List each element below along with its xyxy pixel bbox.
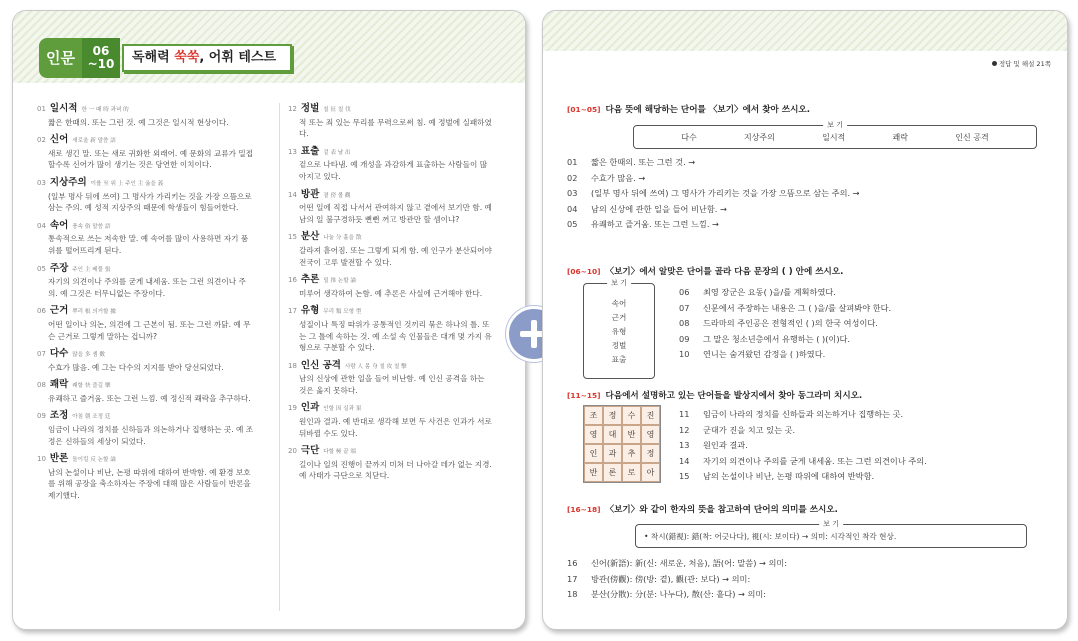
vocab-entry bbox=[288, 445, 494, 482]
question-row bbox=[679, 285, 891, 301]
vocab-entry bbox=[37, 134, 255, 171]
vocab-entry bbox=[288, 305, 494, 353]
section-title-text: 다음에서 설명하고 있는 단어들을 발상지에서 찾아 동그라미 치시오. bbox=[605, 391, 863, 401]
question-row bbox=[679, 423, 927, 439]
entry-number: 07 bbox=[37, 350, 46, 359]
vocab-entry bbox=[37, 453, 255, 501]
question-row bbox=[567, 217, 1053, 233]
grid-cell: 과 bbox=[603, 444, 622, 463]
vocab-word: 주장 bbox=[49, 262, 69, 274]
vocab-word: 신어 bbox=[49, 134, 69, 146]
grid-cell: 수 bbox=[622, 406, 641, 425]
vocab-hanja: 돌이킬 反 논할 論 bbox=[72, 457, 116, 464]
question-text: 짧은 한때의. 또는 그런 것. → bbox=[591, 157, 696, 167]
question-number: 07 bbox=[679, 302, 690, 313]
question-text: 드라마의 주인공은 전형적인 ( )의 한국 여성이다. bbox=[703, 318, 878, 328]
question-row bbox=[679, 469, 927, 485]
question-list bbox=[679, 285, 891, 363]
entry-number: 05 bbox=[37, 264, 46, 273]
bogi-word: 속어 bbox=[611, 298, 627, 308]
vocab-entry bbox=[37, 220, 255, 257]
bogi-box bbox=[635, 520, 1027, 548]
entry-number: 16 bbox=[288, 276, 297, 285]
unit-bottom: ~10 bbox=[87, 57, 115, 71]
category-label: 인문 bbox=[39, 38, 82, 78]
bogi-word: 일시적 bbox=[822, 132, 846, 142]
question-text: 원인과 결과. bbox=[703, 440, 748, 450]
vocab-hanja: 많을 多 셈 數 bbox=[72, 352, 106, 359]
question-number: 12 bbox=[679, 424, 690, 435]
vocab-word: 극단 bbox=[300, 445, 320, 457]
section-title-text: 다음 뜻에 해당하는 단어를 〈보기〉에서 찾아 쓰시오. bbox=[605, 105, 810, 115]
entry-number: 15 bbox=[288, 233, 297, 242]
question-row bbox=[567, 155, 1053, 171]
vocab-word: 지상주의 bbox=[49, 176, 87, 188]
section-range: [16~18] bbox=[567, 505, 601, 514]
entry-number: 01 bbox=[37, 105, 46, 113]
entry-number: 18 bbox=[288, 361, 297, 370]
question-number: 06 bbox=[679, 287, 690, 297]
question-number: 01 bbox=[567, 157, 578, 167]
entry-number: 10 bbox=[37, 455, 46, 464]
vocab-definition: 남의 논설이나 비난, 논평 따위에 대하여 반박함. 예 환경 보호를 위해 공장을 축소하자는 주장에 대해 많은 사람들이 반론을 제기했다. bbox=[48, 467, 251, 501]
vocab-definition: 성질이나 특징 따위가 공통적인 것끼리 묶은 하나의 틀. 또는 그 틀에 속하는 것. 예 소설 속 인물들은 대개 몇 가지 유형으로 구분할 수 있다. bbox=[299, 319, 492, 353]
entry-number: 02 bbox=[37, 136, 46, 145]
section-range: [11~15] bbox=[567, 391, 601, 400]
grid-cell: 조 bbox=[584, 406, 603, 425]
vocab-entry bbox=[37, 410, 255, 447]
question-number: 15 bbox=[679, 471, 690, 481]
question-row bbox=[679, 438, 927, 454]
question-number: 17 bbox=[567, 573, 578, 584]
answer-reference bbox=[992, 59, 1051, 68]
grid-cell: 정 bbox=[603, 406, 622, 425]
entry-number: 08 bbox=[37, 381, 46, 390]
question-number: 03 bbox=[567, 188, 578, 198]
vocab-column-b bbox=[279, 103, 494, 611]
entry-number: 13 bbox=[288, 147, 297, 156]
vocab-head bbox=[288, 305, 494, 319]
vocab-definition: 새로 생긴 말. 또는 새로 귀화한 외래어. 예 문화의 교류가 밀접할수록 신어가 많이 생기는 것은 당연한 이치이다. bbox=[48, 148, 254, 170]
question-row bbox=[567, 202, 1053, 218]
question-number: 08 bbox=[679, 318, 690, 328]
section-title bbox=[567, 103, 1053, 115]
vocab-head bbox=[288, 231, 494, 245]
vocab-definition: 어떤 일에 직접 나서서 관여하지 않고 곁에서 보기만 함. 예 남의 일 불구경하듯 뻔뻔 꺼고 방관만 할 셈이냐? bbox=[299, 203, 492, 224]
unit-number bbox=[82, 38, 120, 78]
question-number: 16 bbox=[567, 558, 578, 568]
question-text: 남의 논설이나 비난, 논평 따위에 대하여 반박함. bbox=[703, 471, 875, 481]
unit-top: 06 bbox=[92, 44, 110, 58]
vocab-definition: 임금이 나라의 정치를 신하들과 의논하거나 집행하는 곳. 예 조정은 신하들의 세상이 되었다. bbox=[48, 425, 254, 446]
vocab-hanja: 쾌할 快 즐길 樂 bbox=[72, 383, 111, 390]
question-number: 05 bbox=[567, 219, 578, 229]
vocab-hanja: 뿌리 根 의거할 據 bbox=[72, 309, 116, 316]
grid-cell: 인 bbox=[584, 444, 603, 463]
title-accent: 쑥쑥 bbox=[174, 50, 200, 65]
vocab-word: 인신 공격 bbox=[300, 359, 341, 371]
question-row bbox=[679, 407, 927, 423]
bullet-icon bbox=[992, 61, 997, 66]
vocab-word: 유형 bbox=[300, 305, 320, 317]
question-list bbox=[679, 407, 927, 485]
title-prefix: 독해력 bbox=[131, 50, 175, 65]
grid-cell: 반 bbox=[584, 463, 603, 482]
vocab-head bbox=[37, 220, 255, 234]
vocab-definition: 자기의 의견이나 주의를 굳게 내세움. 또는 그런 의견이나 주의. 예 그것은 터무니없는 주장이다. bbox=[48, 277, 246, 298]
vocab-head bbox=[288, 103, 494, 117]
vocab-entry bbox=[288, 402, 494, 439]
vocab-word: 속어 bbox=[49, 219, 69, 231]
section-16-18 bbox=[567, 503, 1053, 603]
vocab-hanja: 곁 傍 볼 觀 bbox=[323, 192, 351, 199]
question-row bbox=[679, 316, 891, 332]
vocab-definition: 갈라져 흩어짐. 또는 그렇게 되게 함. 예 인구가 분산되어야 전국이 고루 발전할 수 있다. bbox=[299, 245, 492, 267]
section-range: [06~10] bbox=[567, 267, 601, 276]
vocab-hanja: 한 一 때 時 과녁 的 bbox=[81, 107, 129, 113]
vocab-entry bbox=[37, 103, 255, 128]
vocab-entry bbox=[37, 263, 255, 300]
section-title-text: 〈보기〉와 같이 한자의 뜻을 참고하여 단어의 의미를 쓰시오. bbox=[605, 505, 838, 515]
bogi-word: 근거 bbox=[611, 312, 627, 322]
bogi-box bbox=[583, 279, 655, 379]
question-text: 남의 신상에 관한 일을 들어 비난함. → bbox=[591, 203, 727, 214]
vocab-definition: 유쾌하고 즐거움. 또는 그런 느낌. 예 정신적 쾌락을 추구하다. bbox=[48, 393, 251, 403]
section-01-05 bbox=[567, 103, 1053, 233]
entry-number: 17 bbox=[288, 307, 297, 316]
entry-number: 03 bbox=[37, 178, 46, 187]
question-number: 02 bbox=[567, 172, 578, 183]
vocab-head bbox=[37, 103, 255, 117]
question-number: 18 bbox=[567, 589, 578, 599]
vocab-definition: (일부 명사 뒤에 쓰여) 그 명사가 가리키는 것을 가장 으뜸으로 삼는 주의. 예 성적 지상주의 때문에 학생들이 힘들어한다. bbox=[48, 191, 252, 213]
vocab-word: 반론 bbox=[49, 453, 69, 465]
question-text: 분산(分散): 分(분: 나누다), 散(산: 흩다) → 의미: bbox=[591, 589, 767, 599]
question-text: 자기의 의견이나 주의를 굳게 내세움. 또는 그런 의견이나 주의. bbox=[703, 455, 927, 466]
bogi-word: 정벌 bbox=[611, 340, 627, 350]
vocab-hanja: 밀 推 논할 論 bbox=[323, 278, 357, 285]
question-text: 그 말은 청소년층에서 유행하는 ( )(이)다. bbox=[703, 333, 851, 344]
bogi-word: 지상주의 bbox=[743, 132, 775, 142]
vocab-word: 일시적 bbox=[49, 103, 78, 114]
vocab-hanja: 아침 朝 조정 廷 bbox=[72, 414, 111, 421]
entry-number: 12 bbox=[288, 105, 297, 113]
left-page bbox=[12, 10, 526, 630]
vocab-hanja: 겉 表 날 出 bbox=[323, 149, 351, 156]
section-title bbox=[567, 389, 1053, 401]
vocab-head bbox=[288, 360, 494, 374]
question-text: 군대가 진을 치고 있는 곳. bbox=[703, 424, 796, 435]
vocab-hanja: 다할 極 끝 端 bbox=[323, 449, 357, 456]
bogi-box bbox=[633, 121, 1037, 149]
grid-cell: 진 bbox=[641, 406, 660, 425]
bogi-label: 보 기 bbox=[607, 278, 631, 288]
vocab-hanja: 새로울 新 말씀 語 bbox=[72, 138, 116, 145]
question-number: 11 bbox=[679, 409, 690, 419]
question-number: 09 bbox=[679, 333, 690, 344]
section-title-text: 〈보기〉에서 알맞은 단어를 골라 다음 문장의 ( ) 안에 쓰시오. bbox=[605, 267, 844, 277]
question-row bbox=[567, 572, 1053, 588]
vocab-head bbox=[37, 348, 255, 362]
vocab-hanja: 사람 人 몸 身 칠 攻 칠 擊 bbox=[344, 363, 407, 370]
question-text: 신문에서 주장하는 내용은 그 ( )을/를 살펴봐야 한다. bbox=[703, 302, 892, 313]
vocab-entry bbox=[288, 103, 494, 140]
question-text: 수효가 많음. → bbox=[591, 172, 646, 183]
grid-cell: 로 bbox=[622, 463, 641, 482]
vocab-word: 다수 bbox=[49, 348, 69, 360]
section-06-10 bbox=[567, 265, 1053, 364]
vocab-definition: 미루어 생각하여 논함. 예 추론은 사실에 근거해야 한다. bbox=[299, 288, 483, 298]
question-text: 연니는 숨겨왔던 감정을 ( )하였다. bbox=[703, 349, 826, 359]
bogi-word: 쾌락 bbox=[892, 132, 908, 142]
vocab-head bbox=[37, 453, 255, 467]
question-row bbox=[567, 587, 1053, 603]
question-row bbox=[567, 171, 1053, 187]
vocab-hanja: 이를 至 위 上 주인 主 옳을 義 bbox=[90, 180, 164, 187]
vocab-head bbox=[288, 274, 494, 288]
question-row bbox=[679, 454, 927, 470]
entry-number: 20 bbox=[288, 447, 297, 456]
vocab-word: 분산 bbox=[300, 231, 320, 243]
question-row bbox=[567, 556, 1053, 572]
vocab-hanja: 인할 因 실과 果 bbox=[323, 406, 362, 413]
letter-grid bbox=[583, 405, 661, 483]
bogi-example: • 착시(錯視): 錯(착: 어긋나다), 視(시: 보이다) → 의미: 시각적인 착각 현상. bbox=[644, 531, 897, 541]
vocab-word: 근거 bbox=[49, 305, 69, 317]
bogi-word: 유형 bbox=[611, 326, 627, 336]
vocab-word: 인과 bbox=[300, 402, 320, 414]
vocab-word: 방관 bbox=[300, 188, 320, 200]
vocab-head bbox=[37, 379, 255, 393]
grid-cell: 정 bbox=[641, 444, 660, 463]
vocab-head bbox=[288, 189, 494, 203]
vocab-word: 조정 bbox=[49, 410, 69, 422]
vocab-word: 추론 bbox=[300, 274, 320, 286]
vocab-word: 표출 bbox=[300, 145, 320, 157]
question-text: 방관(傍觀): 傍(방: 곁), 觀(관: 보다) → 의미: bbox=[591, 573, 751, 584]
entry-number: 19 bbox=[288, 404, 297, 413]
vocab-head bbox=[37, 305, 255, 319]
vocab-word: 쾌락 bbox=[49, 379, 69, 391]
entry-number: 06 bbox=[37, 307, 46, 316]
vocab-head bbox=[288, 402, 494, 416]
answer-reference-text: 정답 및 해설 21쪽 bbox=[998, 60, 1051, 68]
vocab-definition: 통속적으로 쓰는 저속한 말. 예 속어를 많이 사용하면 자기 품위를 떨어뜨리게 된다. bbox=[48, 234, 249, 255]
question-list bbox=[567, 556, 1053, 603]
vocab-hanja: 풍속 俗 말씀 語 bbox=[72, 223, 111, 230]
vocab-definition: 길이나 일의 진행이 끝까지 미쳐 더 나아갈 데가 없는 지경. 예 사태가 극단으로 치닫다. bbox=[299, 459, 492, 481]
entry-number: 09 bbox=[37, 412, 46, 421]
question-number: 13 bbox=[679, 440, 690, 450]
bogi-word: 다수 bbox=[681, 132, 697, 142]
vocab-entry bbox=[37, 348, 255, 373]
vocab-column-a bbox=[37, 103, 255, 508]
entry-number: 04 bbox=[37, 221, 46, 230]
bogi-word: 인신 공격 bbox=[955, 132, 989, 142]
grid-cell: 론 bbox=[603, 463, 622, 482]
grid-cell: 영 bbox=[641, 425, 660, 444]
vocab-definition: 원인과 결과. 예 반대로 생각해 보면 두 사건은 인과가 서로 뒤바뀔 수도 있다. bbox=[299, 417, 492, 438]
entry-number: 14 bbox=[288, 190, 297, 199]
page-title bbox=[122, 44, 292, 72]
vocab-entry bbox=[288, 231, 494, 268]
vocab-entry bbox=[288, 189, 494, 226]
vocab-head bbox=[37, 177, 255, 191]
vocab-hanja: 칠 征 칠 伐 bbox=[323, 107, 351, 113]
vocab-head bbox=[37, 263, 255, 277]
question-row bbox=[679, 301, 891, 317]
question-number: 10 bbox=[679, 349, 690, 359]
vocab-definition: 어떤 일이나 의논, 의견에 그 근본이 됨. 또는 그런 까닭. 예 무슨 근거로 그렇게 말하는 겁니까? bbox=[48, 319, 251, 341]
vocab-hanja: 주인 主 베풀 張 bbox=[72, 266, 111, 273]
question-text: 신어(新語): 新(신: 새로운, 처음), 語(어: 말씀) → 의미: bbox=[591, 558, 788, 568]
question-text: 임금이 나라의 정치를 신하들과 의논하거나 집행하는 곳. bbox=[703, 409, 904, 419]
right-page bbox=[542, 10, 1068, 630]
header-hatch-right bbox=[543, 11, 1067, 51]
question-text: 최영 장군은 요동( )을/를 계획하였다. bbox=[703, 287, 836, 297]
vocab-entry bbox=[37, 379, 255, 404]
grid-cell: 영 bbox=[584, 425, 603, 444]
vocab-definition: 수효가 많음. 예 그는 다수의 지지를 받아 당선되었다. bbox=[48, 362, 224, 372]
section-11-15 bbox=[567, 389, 1053, 481]
question-row bbox=[679, 332, 891, 348]
vocab-head bbox=[288, 445, 494, 459]
vocab-definition: 남의 신상에 관한 일을 들어 비난함. 예 인신 공격을 하는 것은 옳지 못하다. bbox=[299, 374, 485, 395]
vocab-head bbox=[288, 146, 494, 160]
grid-cell: 반 bbox=[622, 425, 641, 444]
section-title bbox=[567, 265, 1053, 277]
vocab-entry bbox=[37, 177, 255, 214]
vocab-definition: 겉으로 나타냄. 예 개성을 과감하게 표출하는 사람들이 많아지고 있다. bbox=[299, 160, 488, 181]
grid-cell: 대 bbox=[603, 425, 622, 444]
grid-cell: 아 bbox=[641, 463, 660, 482]
vocab-hanja: 나눌 分 흩을 散 bbox=[323, 235, 362, 242]
unit-badge bbox=[39, 38, 292, 78]
vocab-head bbox=[37, 134, 255, 148]
vocab-definition: 짧은 한때의. 또는 그런 것. 예 그것은 일시적 현상이다. bbox=[48, 117, 229, 127]
grid-cell: 추 bbox=[622, 444, 641, 463]
question-row bbox=[679, 347, 891, 363]
vocab-hanja: 무리 類 모형 型 bbox=[323, 309, 362, 316]
vocab-head bbox=[37, 410, 255, 424]
vocab-entry bbox=[288, 146, 494, 183]
question-row bbox=[567, 186, 1053, 202]
bogi-label: 보 기 bbox=[823, 120, 847, 130]
vocab-word: 정벌 bbox=[300, 103, 320, 114]
vocab-definition: 적 또는 죄 있는 무리를 무력으로써 침. 예 정벌에 실패하였다. bbox=[299, 117, 492, 139]
section-range: [01~05] bbox=[567, 105, 601, 114]
question-text: (일부 명사 뒤에 쓰여) 그 명사가 가리키는 것을 가장 으뜸으로 삼는 주의. → bbox=[591, 188, 860, 198]
question-text: 유쾌하고 즐거움. 또는 그런 느낌. → bbox=[591, 219, 719, 229]
vocab-entry bbox=[288, 360, 494, 397]
section-title bbox=[567, 503, 1053, 515]
bogi-label: 보 기 bbox=[819, 519, 843, 529]
bogi-word: 표출 bbox=[611, 354, 627, 364]
vocab-entry bbox=[288, 274, 494, 299]
vocab-entry bbox=[37, 305, 255, 342]
question-number: 04 bbox=[567, 203, 578, 214]
question-list bbox=[567, 155, 1053, 233]
question-number: 14 bbox=[679, 455, 690, 466]
title-suffix: , 어휘 테스트 bbox=[199, 50, 277, 65]
